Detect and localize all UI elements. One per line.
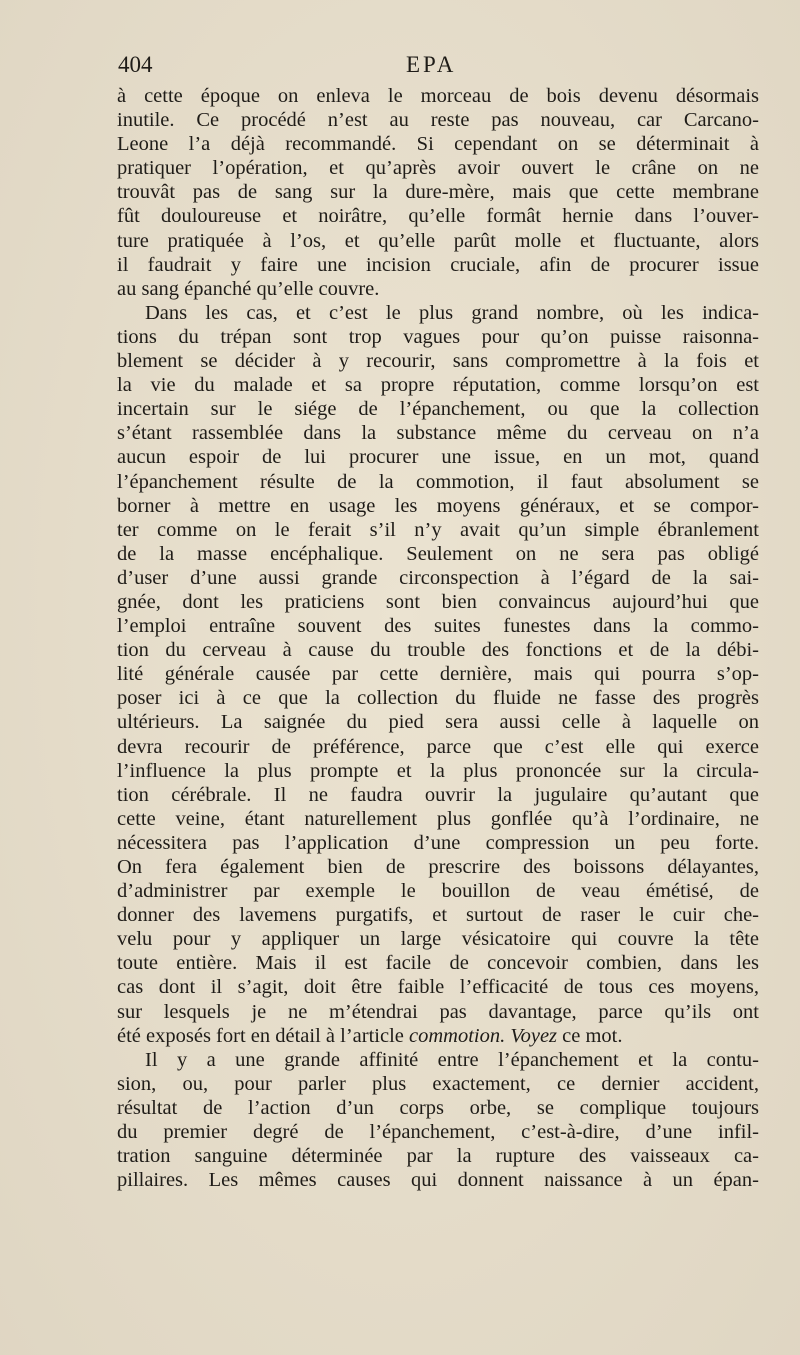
text-line	[117, 614, 759, 638]
text-line-content: s’étant rassemblée dans la substance même du cerveau on n’a	[117, 422, 759, 445]
text-line-content: tion cérébrale. Il ne faudra ouvrir la jugulaire qu’autant que	[117, 783, 759, 806]
text-line-content: poser ici à ce que la collection du fluide ne fasse des progrès	[117, 687, 759, 710]
text-line-content: gnée, dont les praticiens sont bien convaincus aujourd’hui que	[117, 590, 759, 613]
text-line-content: à cette époque on enleva le morceau de bois devenu désormais	[117, 85, 759, 107]
text-line-content: Il y a une grande affinité entre l’épanchement et la contu-	[145, 1048, 759, 1071]
text-line	[117, 470, 759, 494]
text-line	[117, 951, 759, 975]
text-line-content: l’emploi entraîne souvent des suites funestes dans la commo-	[117, 615, 759, 638]
text-line-content: ultérieurs. La saignée du pied sera aussi celle à laquelle on	[117, 711, 759, 734]
text-line-content: la vie du malade et sa propre réputation, comme lorsqu’on est	[117, 374, 759, 397]
text-line-content: ter comme on le ferait s’il n’y avait qu’un simple ébranlement	[117, 518, 759, 541]
text-line-content: été exposés fort en détail à l’article	[117, 1024, 404, 1047]
text-line	[117, 735, 759, 759]
text-line	[117, 397, 759, 421]
text-line	[117, 108, 759, 132]
text-line	[117, 1000, 759, 1024]
page-number: 404	[118, 52, 153, 77]
text-line-content: d’user d’une aussi grande circonspection à l’égard de la sai-	[117, 566, 759, 589]
text-line	[117, 710, 759, 734]
text-line	[117, 1072, 759, 1096]
text-line-content: blement se décider à y recourir, sans compromettre à la fois et	[117, 350, 759, 373]
text-line-content: cette veine, étant naturellement plus gonflée qu’à l’ordinaire, ne	[117, 807, 759, 830]
text-line-content: Dans les cas, et c’est le plus grand nombre, où les indica-	[145, 301, 759, 324]
text-line-content: l’épanchement résulte de la commotion, il faut absolument se	[117, 470, 759, 493]
text-line-content: résultat de l’action d’un corps orbe, se complique toujours	[117, 1096, 759, 1119]
text-line	[117, 686, 759, 710]
text-line-content: aucun espoir de lui procurer une issue, en un mot, quand	[117, 446, 759, 469]
text-line	[117, 975, 759, 999]
text-line-content: inutile. Ce procédé n’est au reste pas nouveau, car Carcano-	[117, 109, 759, 132]
text-line	[117, 180, 759, 204]
text-line	[117, 759, 759, 783]
text-line-content: du premier degré de l’épanchement, c’est-à-dire, d’une infil-	[117, 1121, 759, 1144]
text-line	[117, 1168, 759, 1192]
text-line	[117, 1120, 759, 1144]
text-line	[117, 662, 759, 686]
text-line-content: devra recourir de préférence, parce que c’est elle qui exerce	[117, 735, 759, 758]
text-line	[117, 253, 759, 277]
text-line	[117, 301, 759, 325]
text-line-content: Leone l’a déjà recommandé. Si cependant on se déterminait à	[117, 133, 759, 156]
text-line	[117, 1048, 759, 1072]
text-line-content: l’influence la plus prompte et la plus prononcée sur la circula-	[117, 759, 759, 782]
text-line	[117, 1144, 759, 1168]
text-line-content: lité générale causée par cette dernière, mais qui pourra s’op-	[117, 663, 759, 686]
text-line-content: tions du trépan sont trop vagues pour qu’on puisse raisonna-	[117, 325, 759, 348]
text-line	[117, 783, 759, 807]
text-line-content: incertain sur le siége de l’épanchement, ou que la collection	[117, 398, 759, 421]
text-line-content: On fera également bien de prescrire des boissons délayantes,	[117, 856, 759, 878]
text-line	[117, 518, 759, 542]
text-line	[117, 325, 759, 349]
text-line	[117, 566, 759, 590]
text-line	[117, 277, 759, 301]
text-line-tail: ce mot.	[557, 1024, 623, 1047]
text-line	[117, 132, 759, 156]
text-line-content: pillaires. Les mêmes causes qui donnent naissance à un épan-	[117, 1169, 759, 1192]
text-line	[117, 445, 759, 469]
text-line	[117, 542, 759, 566]
text-line	[117, 855, 759, 879]
text-line-content: tration sanguine déterminée par la rupture des vaisseaux ca-	[117, 1145, 759, 1168]
text-line	[117, 156, 759, 180]
text-line	[117, 831, 759, 855]
text-line-content: tion du cerveau à cause du trouble des fonctions et de la débi-	[117, 639, 759, 662]
text-line-content: pratiquer l’opération, et qu’après avoir ouvert le crâne on ne	[117, 157, 759, 180]
text-line-content: velu pour y appliquer un large vésicatoire qui couvre la tête	[117, 928, 759, 951]
text-line	[117, 229, 759, 253]
text-line	[117, 349, 759, 373]
text-line	[117, 373, 759, 397]
text-line	[117, 421, 759, 445]
text-line-content: sion, ou, pour parler plus exactement, ce dernier accident,	[117, 1072, 759, 1095]
text-line-content: fût douloureuse et noirâtre, qu’elle formât hernie dans l’ouver-	[117, 205, 759, 228]
text-line-content: nécessitera pas l’application d’une compression un peu forte.	[117, 831, 759, 854]
text-line	[117, 494, 759, 518]
text-line-content: toute entière. Mais il est facile de concevoir combien, dans les	[117, 952, 759, 975]
running-head: EPA	[406, 52, 457, 77]
text-line-content: sur lesquels je ne m’étendrai pas davantage, parce qu’ils ont	[117, 1000, 759, 1023]
text-line	[117, 879, 759, 903]
text-line	[117, 204, 759, 228]
text-line-content: de la masse encéphalique. Seulement on ne sera pas obligé	[117, 542, 759, 565]
page-header	[118, 52, 768, 84]
text-line-content: ture pratiquée à l’os, et qu’elle parût molle et fluctuante, alors	[117, 229, 759, 252]
body-text	[117, 84, 759, 1192]
text-line	[117, 927, 759, 951]
text-line-content: il faudrait y faire une incision cruciale, afin de procurer issue	[117, 253, 759, 276]
text-line	[117, 590, 759, 614]
text-line	[117, 903, 759, 927]
text-line	[117, 1096, 759, 1120]
text-line	[117, 84, 759, 108]
text-line-content: borner à mettre en usage les moyens généraux, et se compor-	[117, 494, 759, 517]
italic-reference: commotion. Voyez	[409, 1024, 558, 1047]
text-line	[117, 1024, 759, 1048]
text-line-content: trouvât pas de sang sur la dure-mère, mais que cette membrane	[117, 181, 759, 204]
text-line	[117, 807, 759, 831]
text-line	[117, 638, 759, 662]
text-line-content: au sang épanché qu’elle couvre.	[117, 277, 380, 300]
text-line-content: donner des lavemens purgatifs, et surtout de raser le cuir che-	[117, 904, 759, 927]
text-line-content: d’administrer par exemple le bouillon de veau émétisé, de	[117, 880, 759, 903]
text-line-content: cas dont il s’agit, doit être faible l’efficacité de tous ces moyens,	[117, 976, 759, 999]
